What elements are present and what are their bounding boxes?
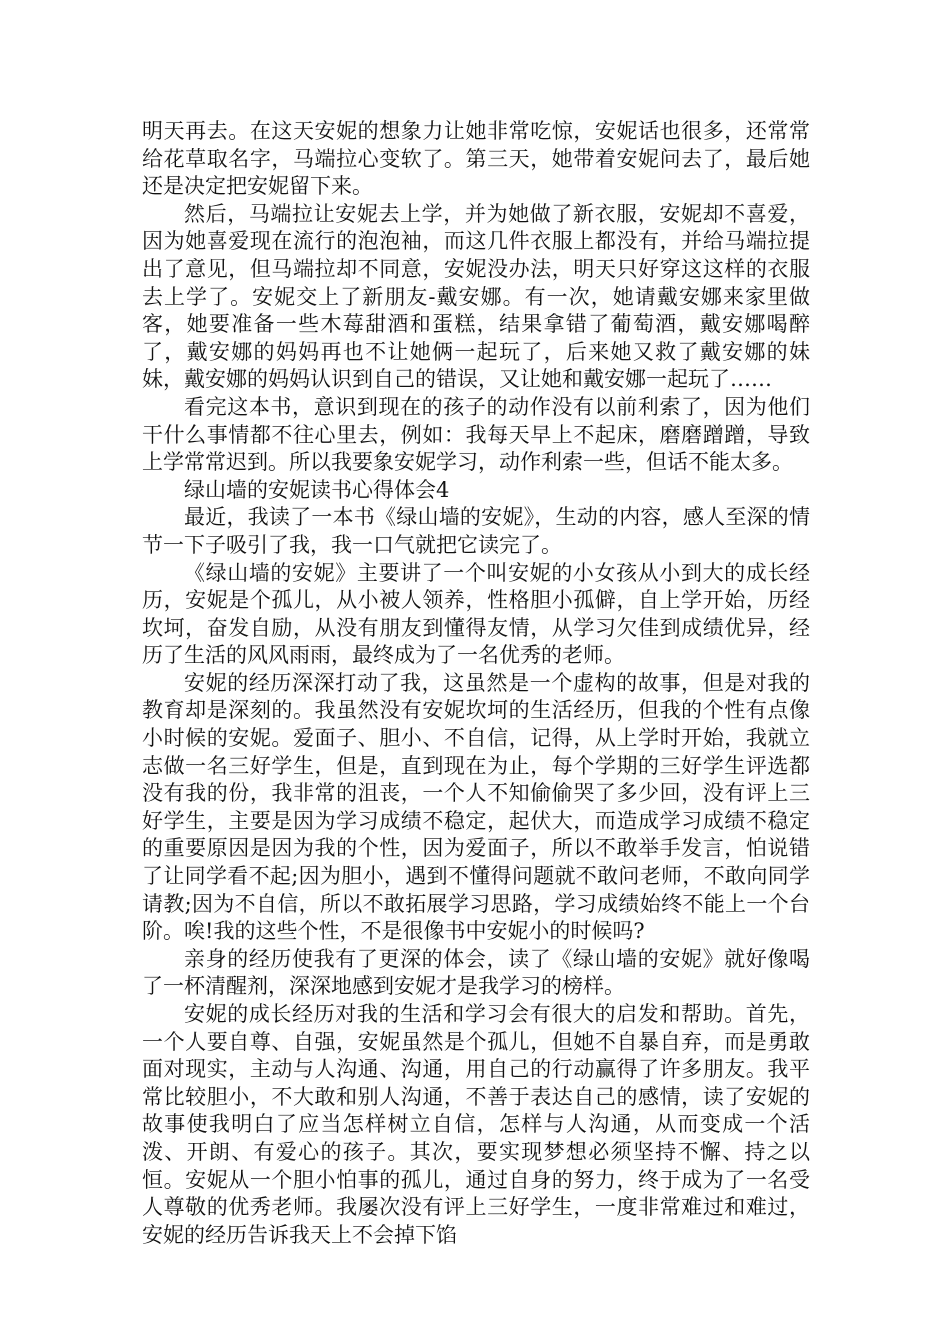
paragraph: 安妮的经历深深打动了我，这虽然是一个虚构的故事，但是对我的教育却是深刻的。我虽然没有安妮坎坷的生活经历，但我的个性有点像小时候的安妮。爱面子、胆小、不自信，记得，从上学时开始，我就立志做一名三好学生，但是，直到现在为止，每个学期的三好学生评选都没有我的份，我非常的沮丧，一个人不知偷偷哭了多少回，没有评上三好学生，主要是因为学习成绩不稳定，起伏大，而造成学习成绩不稳定的重要原因是因为我的个性，因为爱面子，所以不敢举手发言，怕说错了让同学看不起;因为胆小，遇到不懂得问题就不敢问老师，不敢向同学请教;因为不自信，所以不敢拓展学习思路，学习成绩始终不能上一个台阶。唉!我的这些个性，不是很像书中安妮小的时候吗? bbox=[142, 670, 810, 944]
paragraph: 看完这本书，意识到现在的孩子的动作没有以前利索了，因为他们干什么事情都不往心里去，例如：我每天早上不起床，磨磨蹭蹭，导致上学常常迟到。所以我要象安妮学习，动作利索一些，但话不能太多。 bbox=[142, 394, 810, 475]
paragraph: 安妮的成长经历对我的生活和学习会有很大的启发和帮助。首先，一个人要自尊、自强，安妮虽然是个孤儿，但她不自暴自弃，而是勇敢面对现实，主动与人沟通、沟通，用自己的行动赢得了许多朋友。我平常比较胆小，不大敢和别人沟通，不善于表达自己的感情，读了安妮的故事使我明白了应当怎样树立自信，怎样与人沟通，从而变成一个活泼、开朗、有爱心的孩子。其次，要实现梦想必须坚持不懈、持之以恒。安妮从一个胆小怕事的孤儿，通过自身的努力，终于成为了一名受人尊敬的优秀老师。我屡次没有评上三好学生，一度非常难过和难过，安妮的经历告诉我天上不会掉下馅 bbox=[142, 1002, 810, 1247]
paragraph: 《绿山墙的安妮》主要讲了一个叫安妮的小女孩从小到大的成长经历，安妮是个孤儿，从小被人领养，性格胆小孤僻，自上学开始，历经坎坷，奋发自励，从没有朋友到懂得友情，从学习欠佳到成绩优异，经历了生活的风风雨雨，最终成为了一名优秀的老师。 bbox=[142, 560, 810, 668]
document-body bbox=[142, 118, 810, 1249]
section-heading: 绿山墙的安妮读书心得体会4 bbox=[184, 477, 450, 502]
paragraph: 亲身的经历使我有了更深的体会，读了《绿山墙的安妮》就好像喝了一杯清醒剂，深深地感到安妮才是我学习的榜样。 bbox=[142, 946, 810, 999]
paragraph-continuation: 明天再去。在这天安妮的想象力让她非常吃惊，安妮话也很多，还常常给花草取名字，马端拉心变软了。第三天，她带着安妮问去了，最后她还是决定把安妮留下来。 bbox=[142, 119, 810, 199]
paragraph: 最近，我读了一本书《绿山墙的安妮》，生动的内容，感人至深的情节一下子吸引了我，我一口气就把它读完了。 bbox=[142, 505, 810, 557]
paragraph: 然后，马端拉让安妮去上学，并为她做了新衣服，安妮却不喜爱，因为她喜爱现在流行的泡泡袖，而这几件衣服上都没有，并给马端拉提出了意见，但马端拉却不同意，安妮没办法，明天只好穿这这样的衣服去上学了。安妮交上了新朋友-戴安娜。有一次，她请戴安娜来家里做客，她要准备一些木莓甜酒和蛋糕，结果拿错了葡萄酒，戴安娜喝醉了，戴安娜的妈妈再也不让她俩一起玩了，后来她又救了戴安娜的妹妹，戴安娜的妈妈认识到自己的错误，又让她和戴安娜一起玩了…… bbox=[142, 201, 810, 392]
